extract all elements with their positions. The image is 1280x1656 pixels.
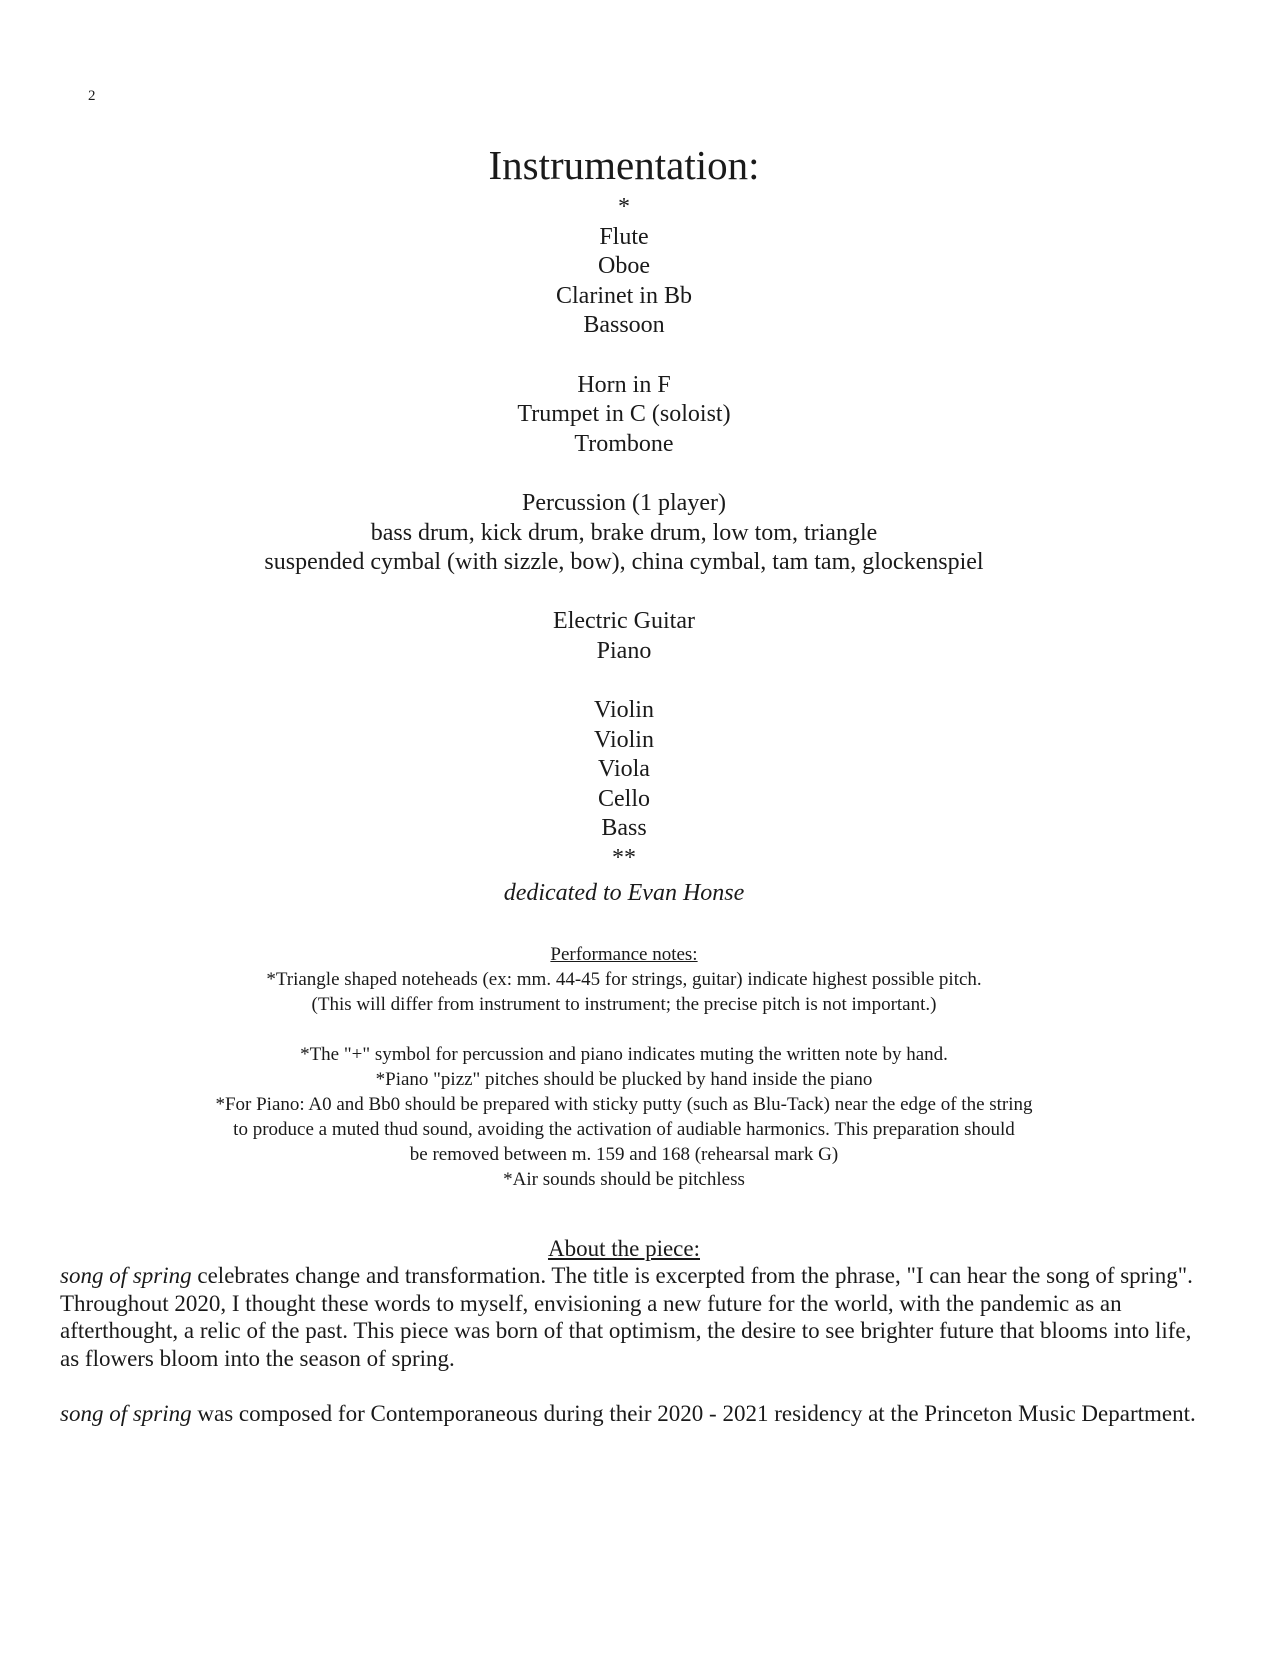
spacer xyxy=(0,459,1248,489)
instrument-cello: Cello xyxy=(598,785,650,812)
percussion-list-2: suspended cymbal (with sizzle, bow), china cymbal, tam tam, glockenspiel xyxy=(264,549,984,576)
instrument-horn: Horn in F xyxy=(577,371,671,398)
about-line: Throughout 2020, I thought these words to myself, envisioning a new future for the world, with the pandemic as an xyxy=(60,1290,1122,1316)
page-number: 2 xyxy=(88,88,96,104)
instrument-violin-1: Violin xyxy=(594,697,654,724)
about-text: was composed for Contemporaneous during their 2020 - 2021 residency at the Princeton Music Department. xyxy=(191,1401,1196,1426)
percussion-heading: Percussion (1 player) xyxy=(522,489,726,516)
performance-notes xyxy=(0,942,1248,1192)
instrument-trombone: Trombone xyxy=(574,430,674,457)
instrument-clarinet: Clarinet in Bb xyxy=(556,282,692,309)
about-line xyxy=(60,1262,1240,1290)
about-heading: About the piece: xyxy=(547,1236,700,1261)
piece-title: song of spring xyxy=(60,1263,192,1288)
instrument-piano: Piano xyxy=(596,637,652,664)
performance-notes-heading: Performance notes: xyxy=(550,944,698,965)
note-line: *Piano "pizz" pitches should be plucked by hand inside the piano xyxy=(375,1069,873,1090)
section-marker: * xyxy=(618,194,630,220)
about-text: celebrates change and transformation. The title is excerpted from the phrase, "I can hear the song of spring". xyxy=(191,1263,1193,1288)
about-line xyxy=(60,1400,1240,1428)
instrument-viola: Viola xyxy=(598,756,650,783)
instrument-flute: Flute xyxy=(599,223,649,250)
instrument-violin-2: Violin xyxy=(594,726,654,753)
instrumentation-list xyxy=(0,193,1248,874)
instrument-electric-guitar: Electric Guitar xyxy=(553,608,695,635)
note-line: to produce a muted thud sound, avoiding the activation of audiable harmonics. This preparation should xyxy=(233,1119,1015,1140)
about-line: as flowers bloom into the season of spring. xyxy=(60,1345,455,1371)
page-title: Instrumentation: xyxy=(488,142,760,188)
about-paragraph-1 xyxy=(60,1262,1240,1372)
piece-title: song of spring xyxy=(60,1401,192,1426)
spacer xyxy=(0,667,1248,697)
note-line: *Triangle shaped noteheads (ex: mm. 44-45 for strings, guitar) indicate highest possible pitch. xyxy=(266,969,982,990)
note-line: be removed between m. 159 and 168 (rehearsal mark G) xyxy=(409,1144,839,1165)
note-line: (This will differ from instrument to instrument; the precise pitch is not important.) xyxy=(311,994,937,1015)
note-line: *The "+" symbol for percussion and piano indicates muting the written note by hand. xyxy=(300,1044,948,1065)
about-line: afterthought, a relic of the past. This piece was born of that optimism, the desire to see brighter future that blooms into life, xyxy=(60,1318,1192,1343)
instrument-trumpet: Trumpet in C (soloist) xyxy=(517,401,731,428)
instrument-bass: Bass xyxy=(601,815,647,842)
note-line: *Air sounds should be pitchless xyxy=(503,1169,745,1190)
spacer xyxy=(0,1017,1248,1042)
percussion-list-1: bass drum, kick drum, brake drum, low tom, triangle xyxy=(370,519,878,546)
about-paragraph-2 xyxy=(60,1400,1240,1428)
section-marker: ** xyxy=(612,845,636,872)
spacer xyxy=(0,341,1248,371)
dedication: dedicated to Evan Honse xyxy=(503,880,745,906)
spacer xyxy=(0,578,1248,608)
instrument-bassoon: Bassoon xyxy=(583,312,665,339)
instrument-oboe: Oboe xyxy=(598,253,650,280)
note-line: *For Piano: A0 and Bb0 should be prepared with sticky putty (such as Blu-Tack) near the edge of the string xyxy=(215,1094,1033,1115)
